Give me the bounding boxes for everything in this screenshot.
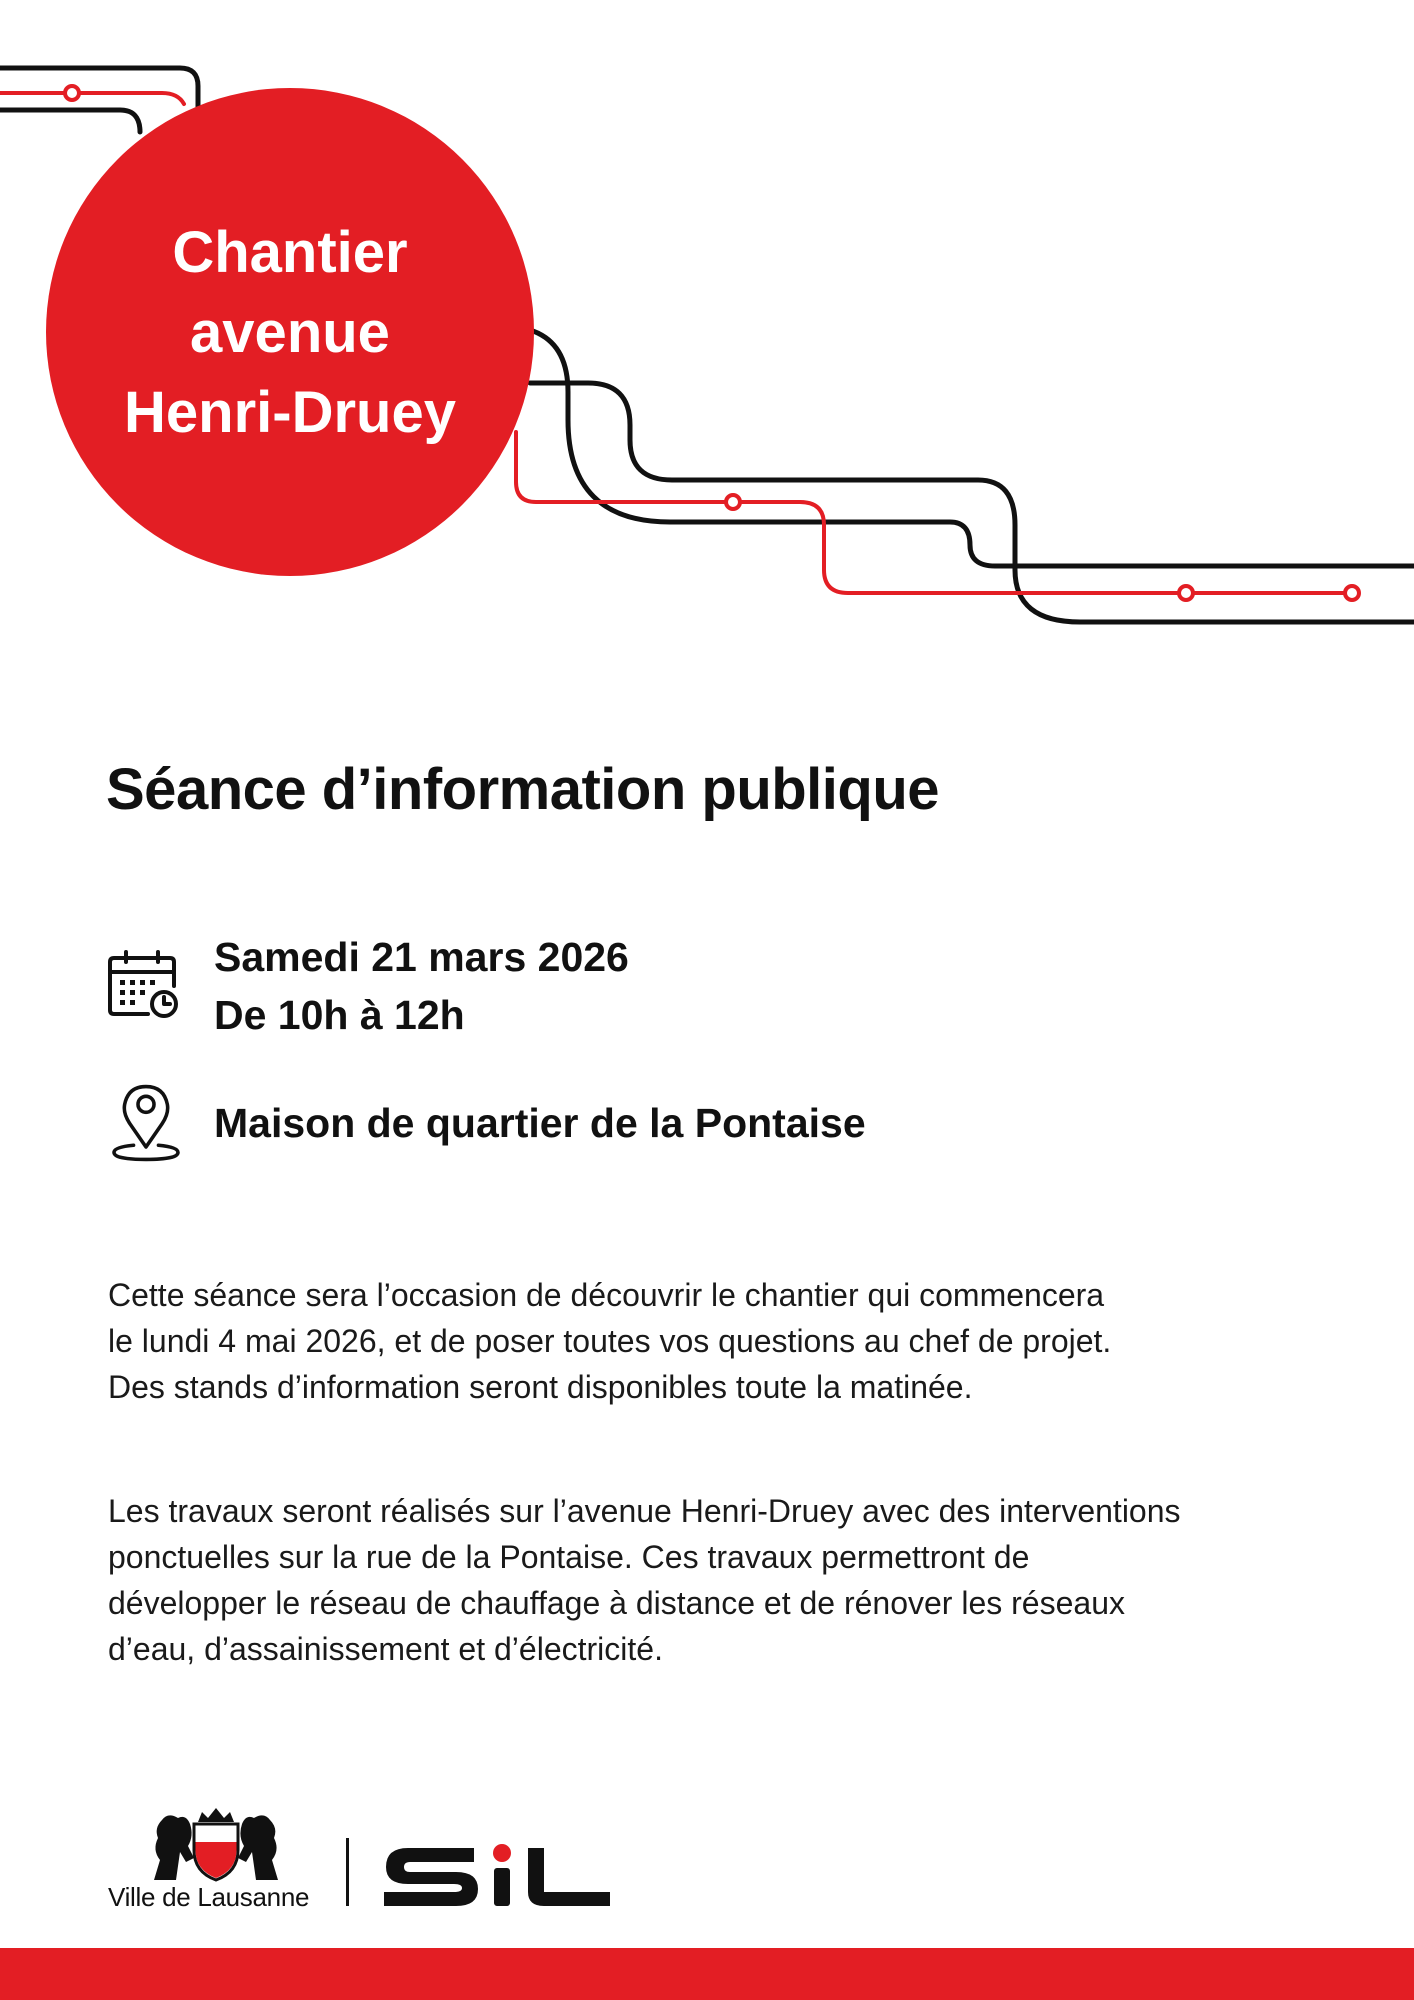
date-info [106, 928, 629, 1044]
page-heading: Séance d’information publique [106, 757, 940, 822]
sil-logo [378, 1834, 618, 1914]
paragraph-line: ponctuelles sur la rue de la Pontaise. Ces travaux permettront de [108, 1539, 1030, 1575]
date-time-text [214, 928, 629, 1044]
paragraph-line: Des stands d’information seront disponibles toute la matinée. [108, 1369, 973, 1405]
event-location: Maison de quartier de la Pontaise [214, 1100, 866, 1146]
lausanne-crest-icon [146, 1806, 286, 1884]
calendar-clock-icon [106, 946, 186, 1026]
logo-divider [346, 1838, 349, 1906]
paragraph-line: développer le réseau de chauffage à distance et de rénover les réseaux [108, 1585, 1125, 1621]
paragraph-line: Les travaux seront réalisés sur l’avenue Henri-Druey avec des interventions [108, 1493, 1181, 1529]
event-time: De 10h à 12h [214, 992, 465, 1038]
description-paragraph-1 [108, 1272, 1398, 1410]
paragraph-line: Cette séance sera l’occasion de découvrir le chantier qui commencera [108, 1277, 1105, 1313]
title-circle [46, 88, 534, 576]
event-date: Samedi 21 mars 2026 [214, 934, 629, 980]
location-info [106, 1083, 866, 1163]
city-name: Ville de Lausanne [108, 1882, 310, 1912]
footer-bar [0, 1948, 1414, 2000]
description-paragraph-2 [108, 1488, 1398, 1672]
paragraph-line: d’eau, d’assainissement et d’électricité. [108, 1631, 663, 1667]
map-pin-icon [106, 1083, 186, 1163]
lausanne-logo [106, 1800, 326, 1920]
paragraph-line: le lundi 4 mai 2026, et de poser toutes vos questions au chef de projet. [108, 1323, 1112, 1359]
project-title: Chantier avenue Henri-Druey [124, 220, 456, 445]
